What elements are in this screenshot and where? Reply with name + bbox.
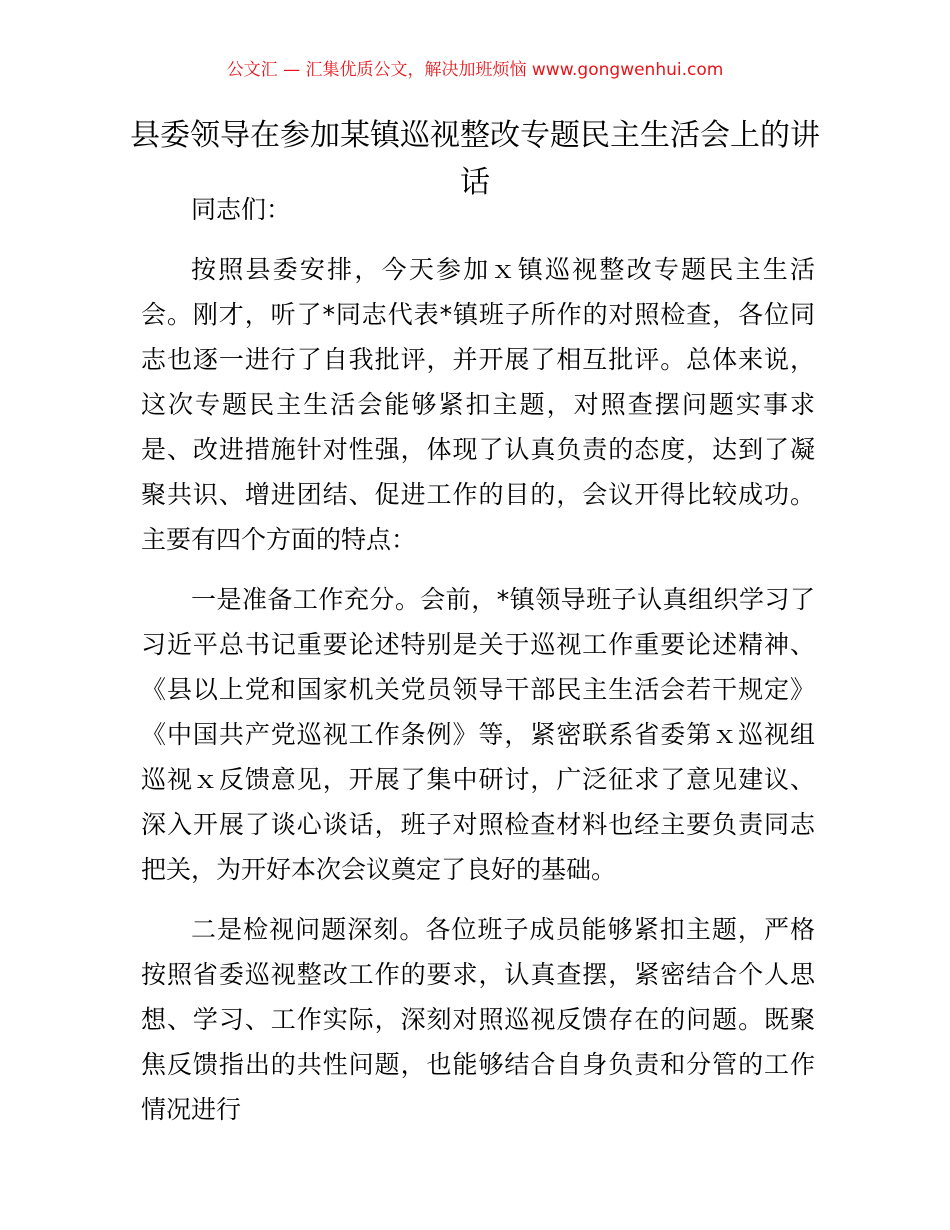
body-paragraph: 一是准备工作充分。会前，*镇领导班子认真组织学习了习近平总书记重要论述特别是关于巡视工作重要论述精神、《县以上党和国家机关党员领导干部民主生活会若干规定》《中国共产党巡视工作条例》等，紧密联系省委第ｘ巡视组巡视ｘ反馈意见，开展了集中研讨，广泛征求了意见建议、深入开展了谈心谈话，班子对照检查材料也经主要负责同志把关，为开好本次会议奠定了良好的基础。 — [141, 585, 815, 884]
document-body — [141, 187, 815, 1147]
header-banner[interactable]: 公文汇 — 汇集优质公文，解决加班烦恼 www.gongwenhui.com — [226, 60, 724, 80]
document-title: 县委领导在参加某镇巡视整改专题民主生活会上的讲话 — [130, 118, 820, 200]
body-paragraph: 二是检视问题深刻。各位班子成员能够紧扣主题，严格按照省委巡视整改工作的要求，认真查摆，紧密结合个人思想、学习、工作实际，深刻对照巡视反馈存在的问题。既聚焦反馈指出的共性问题，也能够结合自身负责和分管的工作情况进行 — [141, 915, 815, 1124]
salutation: 同志们： — [191, 195, 292, 224]
body-paragraph: 按照县委安排，今天参加ｘ镇巡视整改专题民主生活会。刚才，听了*同志代表*镇班子所作的对照检查，各位同志也逐一进行了自我批评，并开展了相互批评。总体来说，这次专题民主生活会能够紧扣主题，对照查摆问题实事求是、改进措施针对性强，体现了认真负责的态度，达到了凝聚共识、增进团结、促进工作的目的，会议开得比较成功。主要有四个方面的特点： — [141, 255, 815, 554]
